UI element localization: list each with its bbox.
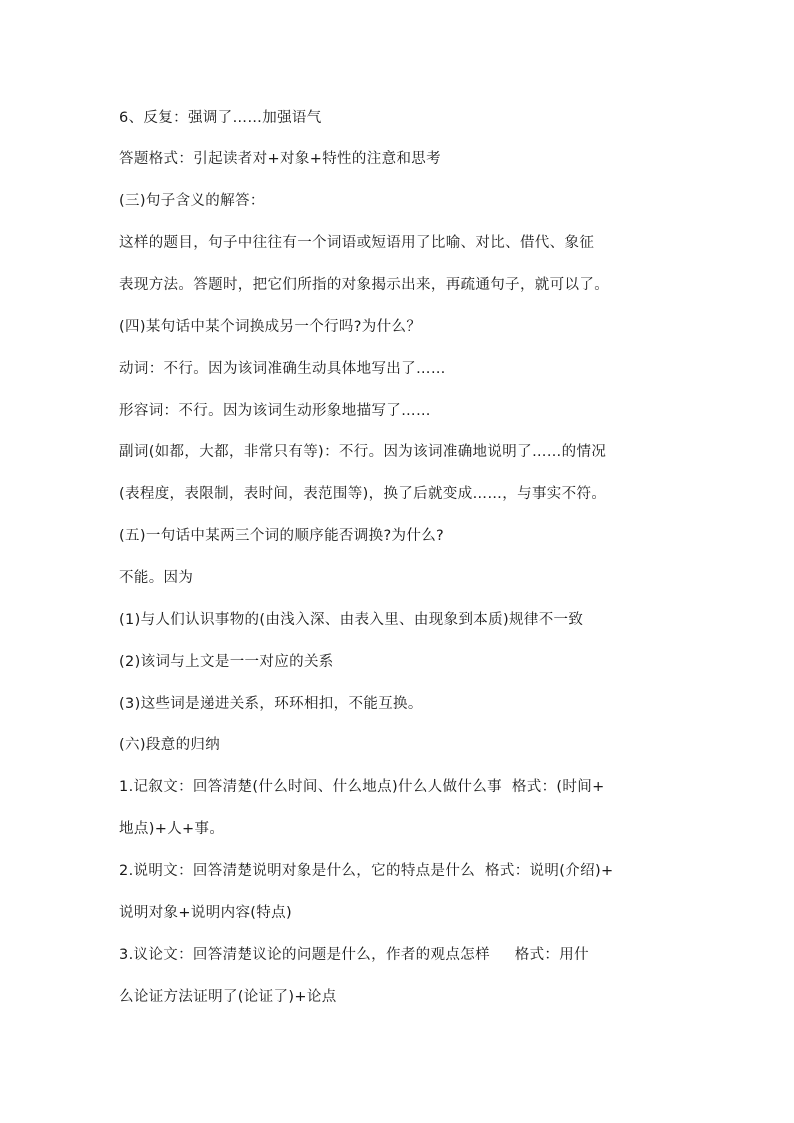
text-line: (表程度，表限制，表时间，表范围等)，换了后就变成……，与事实不符。 <box>119 486 607 502</box>
text-line: 形容词：不行。因为该词生动形象地描写了…… <box>119 403 431 419</box>
text-line: 3.议论文：回答清楚议论的问题是什么，作者的观点怎样 格式：用什 <box>119 947 589 963</box>
text-line: 么论证方法证明了(论证了)+论点 <box>119 989 337 1005</box>
text-line: (1)与人们认识事物的(由浅入深、由表入里、由现象到本质)规律不一致 <box>119 612 584 628</box>
text-line: 不能。因为 <box>119 570 194 586</box>
text-line: 副词(如都，大都，非常只有等)：不行。因为该词准确地说明了……的情况 <box>119 444 607 460</box>
text-line: 1.记叙文：回答清楚(什么时间、什么地点)什么人做什么事 格式：(时间+ <box>119 779 605 795</box>
text-line: (3)这些词是递进关系，环环相扣，不能互换。 <box>119 696 423 712</box>
section-heading: (六)段意的归纳 <box>119 737 221 753</box>
section-heading: (四)某句话中某个词换成另一个行吗?为什么？ <box>119 319 422 335</box>
section-heading: (三)句子含义的解答： <box>119 193 265 209</box>
text-line: (2)该词与上文是一一对应的关系 <box>119 654 334 670</box>
text-line: 答题格式：引起读者对+对象+特性的注意和思考 <box>119 151 441 167</box>
text-line: 2.说明文：回答清楚说明对象是什么，它的特点是什么 格式：说明(介绍)+ <box>119 863 614 879</box>
text-line: 表现方法。答题时，把它们所指的对象揭示出来，再疏通句子，就可以了。 <box>119 277 610 293</box>
text-line: 动词：不行。因为该词准确生动具体地写出了…… <box>119 361 446 377</box>
text-line: 这样的题目，句子中往往有一个词语或短语用了比喻、对比、借代、象征 <box>119 235 595 251</box>
text-line: 说明对象+说明内容(特点) <box>119 905 293 921</box>
section-heading: (五)一句话中某两三个词的顺序能否调换?为什么? <box>119 528 445 544</box>
text-line: 地点)+人+事。 <box>119 821 225 837</box>
text-line: 6、反复：强调了……加强语气 <box>119 110 322 126</box>
